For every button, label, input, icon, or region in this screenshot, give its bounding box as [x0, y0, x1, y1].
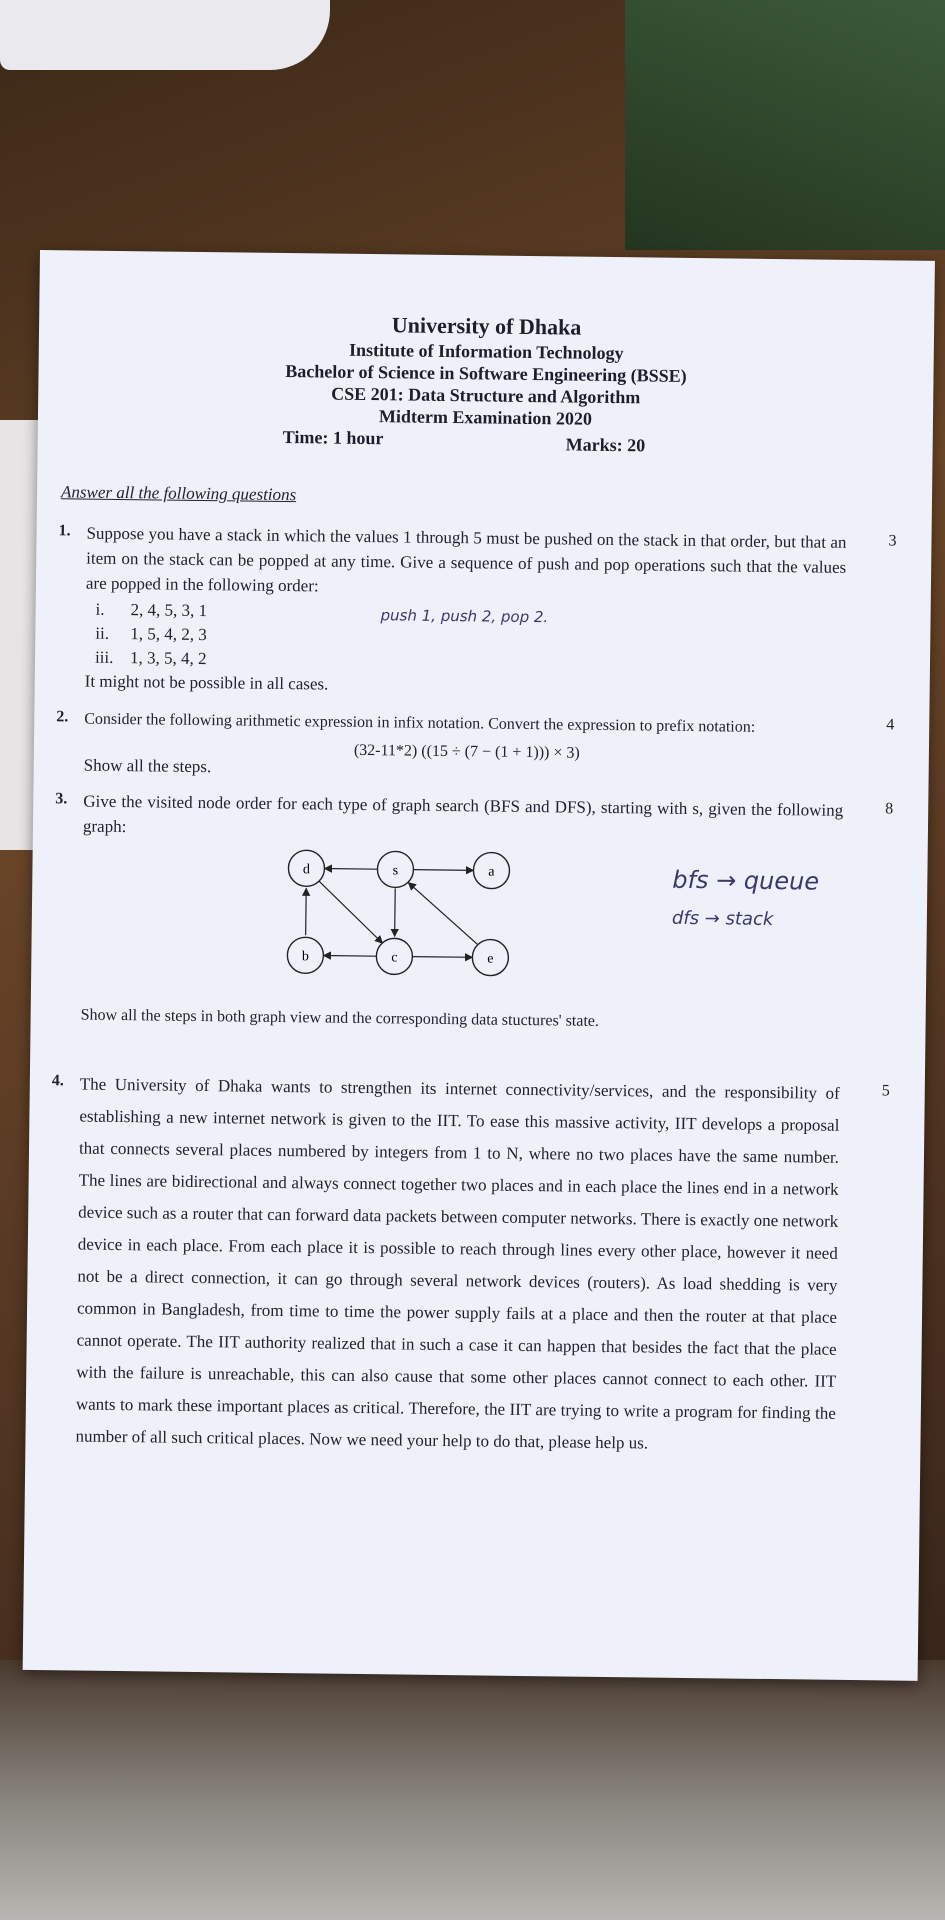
q1-item-2-label: ii. [95, 623, 110, 643]
q1-item-2-value: 1, 5, 4, 2, 3 [130, 624, 207, 645]
graph-node-s [377, 851, 413, 887]
edge-s-d [324, 869, 377, 870]
edge-s-a [413, 870, 473, 871]
q2-expression: (32-11*2) ((15 ÷ (7 − (1 + 1))) × 3) [353, 741, 580, 762]
q1-handwritten-note: push 1, push 2, pop 2. [380, 606, 549, 627]
edge-c-b [323, 956, 376, 957]
instruction: Answer all the following questions [60, 482, 297, 505]
course-title: CSE 201: Data Structure and Algorithm [331, 383, 641, 408]
program-title: Bachelor of Science in Software Engineering (BSSE) [285, 361, 687, 386]
institute-title: Institute of Information Technology [348, 339, 624, 364]
floor-background [0, 1660, 945, 1920]
node-label-e: e [487, 951, 494, 967]
q4-text: The University of Dhaka wants to strengthen its internet connectivity/services, and the responsibility of establishing a new internet network is given to the IIT. To ease this massive activity, IIT develops a proposal that connects several places numbered by integers from 1 to N, where no two places have the same number. The lines are bidirectional and always connect together two places and in each place the lines end in a network device such as a router that can forward data packets between computer networks. There is exactly one network device in each place. From each place it is possible to reach through lines every other place, however it need not be a direct connection, it can go through several network devices (routers). As load shedding is very common in Bangladesh, from time to time the power supply fails at a place and then the router at that place cannot operate. The IIT authority realized that in such a case it can happen that besides the fact that the place with the failure is unreachable, this can also cause that some other places cannot connect to each other. IIT wants to mark these important places as critical. Therefore, the IIT are trying to write a program for finding the number of all such critical places. Now we need your help to do that, please help us. [75, 1074, 840, 1453]
edge-c-e [412, 957, 472, 958]
edge-e-s [408, 883, 479, 945]
node-label-a: a [488, 864, 495, 880]
q1-number: 1. [58, 522, 71, 540]
q2-steps: Show all the steps. [83, 755, 212, 777]
q2-text: Consider the following arithmetic expression in infix notation. Convert the expression to prefix notation: [84, 710, 756, 736]
exam-time: Time: 1 hour [282, 426, 384, 449]
exam-marks: Marks: 20 [565, 434, 646, 456]
edge-b-d [306, 888, 307, 935]
q3-steps: Show all the steps in both graph view and the corresponding data stuctures' state. [80, 1006, 600, 1030]
q3-number: 3. [55, 790, 68, 808]
node-label-c: c [391, 950, 398, 966]
q3-text: Give the visited node order for each type of graph search (BFS and DFS), starting with s, given the following graph: [82, 791, 844, 837]
q3-marks: 8 [885, 800, 894, 818]
q1-marks: 3 [888, 532, 897, 550]
university-title: University of Dhaka [391, 312, 582, 340]
q1-item-1-value: 2, 4, 5, 3, 1 [130, 600, 208, 621]
graph-node-c [376, 938, 412, 974]
node-label-s: s [392, 863, 399, 879]
green-surface-background [625, 0, 945, 250]
edge-s-c [395, 888, 396, 936]
q2-marks: 4 [886, 716, 895, 734]
graph-node-a [473, 852, 509, 888]
graph-node-e [472, 939, 508, 975]
q3-graph [271, 843, 573, 987]
q1-item-3-label: iii. [94, 647, 114, 667]
q3-handwritten-bfs: bfs → queue [672, 865, 820, 896]
cloth-background [0, 0, 330, 70]
q1-item-3-value: 1, 3, 5, 4, 2 [129, 648, 207, 669]
q3-handwritten-dfs: dfs → stack [671, 907, 774, 931]
graph-node-d [288, 850, 324, 886]
graph-node-b [287, 937, 323, 973]
q1-text: Suppose you have a stack in which the values 1 through 5 must be pushed on the stack in that order, but that an item on the stack can be popped at any time. Give a sequence of push and pop operations such that the values are popped in the following order: [85, 523, 847, 596]
q2-number: 2. [56, 708, 69, 726]
node-label-d: d [302, 862, 311, 878]
q4-number: 4. [51, 1072, 64, 1090]
node-label-b: b [301, 949, 309, 965]
exam-title: Midterm Examination 2020 [378, 406, 593, 429]
q1-note: It might not be possible in all cases. [84, 671, 329, 694]
edge-d-c [319, 881, 384, 943]
q1-item-1-label: i. [95, 599, 105, 619]
exam-paper [23, 250, 935, 1681]
q4-marks: 5 [881, 1082, 890, 1100]
